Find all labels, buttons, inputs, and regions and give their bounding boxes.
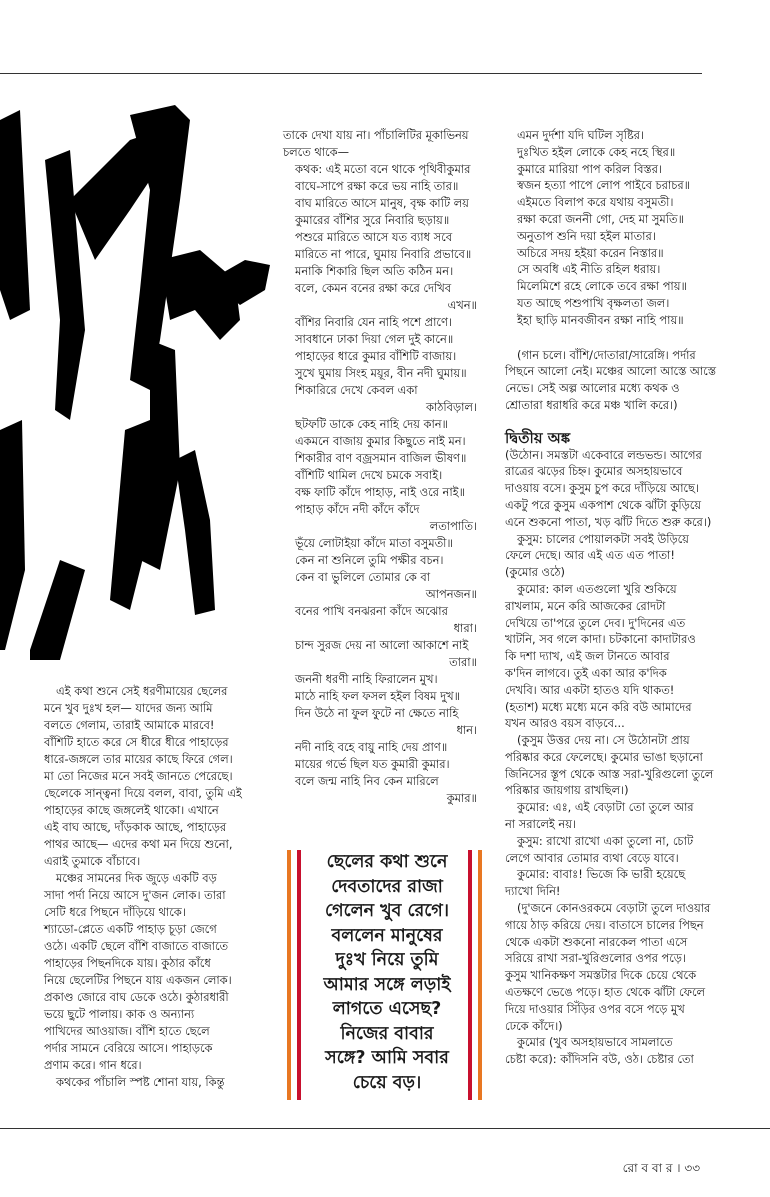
mid-line: মাঠে নাহি ফল ফসল হইল বিষম দুখ॥ bbox=[295, 689, 461, 703]
left-line: পর্দার সামনে বেরিয়ে আসে। পাহাড়কে bbox=[44, 1041, 213, 1055]
mid-line-right: এখন॥ bbox=[447, 298, 477, 312]
right-line: খাটনি, সব গলে কাদা। চটকানো কাদাটারও bbox=[505, 632, 696, 647]
mid-line: চান্দ সুরজ দেয় না আলো আকাশে নাই bbox=[295, 638, 469, 652]
right-line: চেষ্টা করে): কাঁদিসনি বউ, ওঠ। চেষ্টার তো bbox=[505, 1052, 694, 1067]
right-line: অনুতাপ শুনি দয়া হইল মাতার। bbox=[517, 228, 656, 243]
right-line: (কুসুম উত্তর দেয় না। সে উঠোনটা প্রায় bbox=[517, 733, 690, 748]
quote-line: বললেন মানুষের bbox=[331, 925, 443, 946]
left-line: ভয়ে ছুটে পালায়। কাক ও অন্যান্য bbox=[44, 1007, 195, 1021]
left-line: শ্যাডো-প্লেতে একটি পাহাড় চূড়া জেগে bbox=[44, 922, 217, 936]
right-line: জিনিসের স্তূপ থেকে আস্ত সরা-খুরিগুলো তুলে bbox=[505, 766, 714, 781]
mid-line-right: ধান। bbox=[456, 723, 477, 737]
mid-line: ভূঁয়ে লোটাইয়া কাঁদে মাতা বসুমতী॥ bbox=[295, 536, 453, 550]
right-line: যত আছে পশুপাখি বৃক্ষলতা জল। bbox=[517, 295, 670, 310]
mid-line: ছটফটি ডাকে কেহ নাহি দেয় কান॥ bbox=[295, 417, 448, 431]
right-line: লেগে আবার তোমার ব্যথা বেড়ে যাবে। bbox=[505, 850, 679, 865]
quote-line: দেবতাদের রাজা bbox=[331, 876, 443, 897]
mid-line: একমনে বাজায় কুমার কিছুতে নাই মন। bbox=[295, 434, 466, 448]
mid-line: জননী ধরণী নাহি ফিরালেন মুখ। bbox=[295, 672, 438, 686]
quote-bar-right-orange bbox=[478, 850, 482, 1100]
mid-line-right: লতাপাতি। bbox=[429, 519, 477, 533]
mid-line: পাহাড়ের ধারে কুমার বাঁশিটি বাজায়। bbox=[295, 349, 457, 363]
left-line: এই বাঘ আছে, দাঁড়কাক আছে, পাহাড়ের bbox=[44, 820, 227, 834]
mid-line: বলে, কেমন বনের রক্ষা করে দেখিব bbox=[295, 281, 452, 295]
mid-line: বাঁশির নিবারি যেন নাহি পশে প্রাণে। bbox=[295, 315, 452, 329]
right-line: দেখবি। আর একটা হাতও যদি থাকত! bbox=[505, 682, 675, 697]
mid-line-right: তারা॥ bbox=[449, 655, 477, 669]
mid-line: শিকারীর বাণ বজ্রসমান বাজিল ভীষণ॥ bbox=[295, 451, 467, 465]
left-line: বাঁশিটি হাতে করে সে ধীরে ধীরে পাহাড়ের bbox=[44, 735, 229, 749]
right-line: রাত্রের ঝড়ের চিহ্ন। কুমোর অসহায়ভাবে bbox=[505, 464, 683, 479]
mid-line: তাকে দেখা যায় না। পাঁচালিটির মূকাভিনয় bbox=[283, 128, 469, 142]
mid-line: সাবধানে ঢাকা দিয়া গেল দুই কানে॥ bbox=[295, 332, 454, 346]
left-line: ধারে-জঙ্গলে তার মায়ের কাছে ফিরে গেল। bbox=[44, 752, 233, 766]
left-line: ওঠে। একটি ছেলে বাঁশি বাজাতে বাজাতে bbox=[44, 939, 229, 953]
mid-line: শিকারিরে দেখে কেবল একা bbox=[295, 383, 418, 397]
left-line: মনে খুব দুঃখ হল— যাদের জন্য আমি bbox=[44, 701, 213, 715]
right-line: (গান চলে। বাঁশি/দোতারা/সারেঙ্গি। পর্দার bbox=[517, 347, 696, 362]
right-line: না সরালেই নয়। bbox=[505, 817, 577, 832]
mid-line: বনের পাখি বনঝরনা কাঁদে অঝোর bbox=[295, 604, 448, 618]
mid-line: পশুরে মারিতে আসে যত ব্যাধ সবে bbox=[295, 230, 453, 244]
left-line: মঞ্চের সামনের দিক জুড়ে একটি বড় bbox=[56, 871, 217, 885]
left-line: প্রকাণ্ড জোরে বাঘ ডেকে ওঠে। কুঠারধারী bbox=[44, 990, 229, 1004]
quote-line: চেয়ে বড়। bbox=[352, 1072, 422, 1093]
left-line: এই কথা শুনে সেই ধরণীমায়ের ছেলের bbox=[56, 684, 228, 698]
mid-line-right: কুমার॥ bbox=[446, 791, 477, 805]
right-line: কুমোর: বাবাঃ! ভিজে কি ভারী হয়েছে bbox=[517, 867, 686, 882]
left-line: পাহাড়ের কাছে জঙ্গলেই থাকো। এখানে bbox=[44, 803, 219, 817]
right-line: সরিয়ে রাখা সরা-খুরিগুলোর ওপর পড়ে। bbox=[505, 951, 687, 966]
mid-line: কুমারের বাঁশির সুরে নিবারি ছড়ায়॥ bbox=[295, 213, 450, 227]
quote-bar-left-red bbox=[297, 850, 301, 1100]
right-line: দিয়ে দাওয়ার সিঁড়ির ওপর বসে পড়ে মুখ bbox=[505, 1001, 685, 1016]
right-line: কুসুম খানিকক্ষণ সমস্তটার দিকে চেয়ে থেকে bbox=[505, 968, 697, 983]
mid-line: মারিতে না পারে, ঘুমায় নিবারি প্রভাবে॥ bbox=[295, 247, 472, 261]
right-line: (হতাশ) মধ্যে মধ্যে মনে করি বউ আমাদের bbox=[505, 699, 692, 714]
right-line: দাওয়ায় বসে। কুসুম চুপ করে দাঁড়িয়ে আছে। bbox=[505, 481, 699, 496]
mid-line: কথক: এই মতো বনে থাকে পৃথিবীকুমার bbox=[295, 162, 471, 176]
right-line: এমন দুর্দশা যদি ঘটিল সৃষ্টির। bbox=[517, 128, 645, 142]
mid-line: বাঁশিটি থামিল দেখে চমকে সবাই। bbox=[295, 468, 443, 482]
right-line: কুমোর: কাল এতগুলো খুরি শুকিয়ে bbox=[517, 581, 677, 596]
mid-line: পাহাড় কাঁদে নদী কাঁদে কাঁদে bbox=[295, 502, 420, 516]
right-line: (কুমোর ওঠে) bbox=[505, 565, 565, 580]
left-line: কথকের পাঁচালি স্পষ্ট শোনা যায়, কিন্তু bbox=[56, 1075, 225, 1089]
right-line: একটু পরে কুসুম একপাশ থেকে ঝাঁটা কুড়িয়ে bbox=[505, 497, 701, 512]
right-line: দেখিয়ে তা'পরে তুলে দেব। দু'দিনের এত bbox=[505, 615, 686, 630]
quote-bar-left-orange bbox=[287, 850, 291, 1100]
right-line: (উঠোন। সমস্তটা একেবারে লন্ডভন্ড। আগের bbox=[505, 447, 702, 462]
quote-line: গেলেন খুব রেগে। bbox=[325, 901, 449, 921]
mid-line: সুখে ঘুমায় সিংহ ময়ূর, বীন নদী ঘুমায়॥ bbox=[295, 366, 467, 380]
ink-figure-artwork bbox=[0, 90, 270, 660]
right-line: নেভে। সেই অল্প আলোর মধ্যে কথক ও bbox=[505, 381, 680, 396]
quote-line: লাগতে এসেছ? bbox=[332, 999, 442, 1019]
right-line: রাখলাম, মনে করি আজকের রোদটা bbox=[505, 598, 666, 613]
mid-line-right: কাঠবিড়াল। bbox=[426, 400, 477, 414]
mid-line-right: আপনজন॥ bbox=[425, 587, 477, 601]
right-line: অচিরে সদয় হইয়া করেন নিস্তার॥ bbox=[517, 245, 664, 260]
right-line: কুসুম: চালের পোয়ালকটা সবই উড়িয়ে bbox=[517, 531, 689, 546]
quote-line: ছেলের কথা শুনে bbox=[326, 852, 448, 872]
top-rule bbox=[0, 73, 702, 74]
right-line: পিছনে আলো নেই। মঞ্চের আলো আস্তে আস্তে bbox=[505, 364, 716, 379]
mid-line: কেন না শুনিলে তুমি পক্ষীর বচন। bbox=[295, 553, 444, 567]
right-line: ফেলে দেছে। আর এই এত এত পাতা! bbox=[505, 548, 675, 563]
right-line: কুমোর (খুব অসহায়ভাবে সামলাতে bbox=[517, 1035, 673, 1050]
act-heading: দ্বিতীয় অঙ্ক bbox=[505, 428, 571, 447]
left-line: এরাই তুমাকে বাঁচাবে। bbox=[44, 854, 141, 868]
right-line: পরিষ্কার করে ফেলেছে। কুমোর ভাঙা ছড়ানো bbox=[505, 749, 703, 764]
left-line: পাহাড়ের পিছনদিকে যায়। কুঠার কাঁধে bbox=[44, 956, 211, 970]
mid-line: মনাকি শিকারি ছিল অতি কঠিন মন। bbox=[295, 264, 454, 278]
right-line: সে অবধি এই নীতি রহিল ধরায়। bbox=[517, 262, 661, 277]
right-line: দুঃখিত হইল লোকে কেহ নহে স্থির॥ bbox=[517, 144, 676, 159]
right-line: এতক্ষণে ভেঙে পড়ে। হাত থেকে ঝাঁটা ফেলে bbox=[505, 985, 706, 1000]
left-line: পাখিদের আওয়াজ। বাঁশি হাতে ছেলে bbox=[44, 1024, 210, 1038]
right-line: থেকে একটা শুকনো নারকেল পাতা এসে bbox=[505, 934, 688, 949]
left-line: বলতে গেলাম, তারাই আমাকে মারবে! bbox=[44, 718, 215, 732]
right-line: রক্ষা করো জননী গো, দেহ মা সুমতি॥ bbox=[517, 211, 685, 226]
quote-line: আমার সঙ্গে লড়াই bbox=[323, 974, 451, 995]
left-line: মা তো নিজের মনে সবই জানতে পেরেছে। bbox=[44, 769, 233, 783]
mid-line: নদী নাহি বহে বায়ু নাহি দেয় প্রাণ॥ bbox=[295, 740, 448, 754]
bottom-rule bbox=[0, 1128, 770, 1129]
mid-line: দিন উঠে না ফুল ফুটে না ক্ষেতে নাহি bbox=[295, 706, 459, 720]
left-line: ছেলেকে সান্ত্বনা দিয়ে বলল, বাবা, তুমি এই bbox=[44, 786, 242, 800]
left-column bbox=[44, 683, 242, 1091]
left-line: সেটি ধরে পিছনে দাঁড়িয়ে থাকে। bbox=[44, 905, 186, 919]
mid-line: চলতে থাকে— bbox=[283, 145, 349, 159]
right-line: দ্যাখো দিনি! bbox=[505, 884, 561, 899]
right-line: এনে শুকনো পাতা, খড় ঝাঁট দিতে শুরু করে।) bbox=[505, 514, 712, 529]
right-line: পরিষ্কার জায়গায় রাখছিল।) bbox=[505, 783, 629, 798]
page-footer: রো ব বা র । ৩৩ bbox=[622, 1161, 700, 1175]
right-line: ইহা ছাড়ি মানবজীবন রক্ষা নাহি পায়॥ bbox=[517, 312, 684, 327]
left-line: প্রণাম করে। গান ধরে। bbox=[44, 1058, 142, 1072]
left-line: সাদা পর্দা নিয়ে আসে দু'জন লোক। তারা bbox=[44, 888, 226, 902]
mid-line: কেন বা ভুলিলে তোমার কে বা bbox=[295, 570, 431, 584]
right-line: গায়ে ঠাড় করিয়ে দেয়। বাতাসে চালের পিছন bbox=[505, 917, 704, 932]
mid-line: বক্ষ ফাটি কাঁদে পাহাড়, নাই ওরে নাই॥ bbox=[295, 485, 466, 499]
right-line: কুমোর: এঃ, এই বেড়াটা তো তুলে আর bbox=[517, 800, 694, 815]
right-line: মিলেমিশে রহে লোকে তবে রক্ষা পায়॥ bbox=[517, 279, 687, 294]
quote-line: দুঃখ নিয়ে তুমি bbox=[335, 950, 439, 970]
right-line: যখন আরও বয়স বাড়বে... bbox=[505, 716, 625, 731]
quote-line: সঙ্গে? আমি সবার bbox=[325, 1048, 449, 1068]
middle-column bbox=[283, 127, 483, 807]
right-line: স্বজন হত্যা পাপে লোপ পাইবে চরাচর॥ bbox=[517, 178, 691, 193]
mid-line: বাঘে-সাপে রক্ষা করে ভয় নাহি তার॥ bbox=[295, 179, 459, 193]
quote-bar-right-red bbox=[468, 850, 472, 1100]
right-line: ঢেকে কাঁদে।) bbox=[505, 1018, 563, 1033]
left-line: নিয়ে ছেলেটির পিছনে যায় একজন লোক। bbox=[44, 973, 232, 987]
right-line: (দু'জনে কোনওরকমে বেড়াটা তুলে দাওয়ার bbox=[517, 901, 711, 916]
right-line: কুসুম: রাখো রাখো একা তুলো না, চোট bbox=[517, 833, 694, 848]
mid-line: বাঘ মারিতে আসে মানুষ, বৃক্ষ কাটি লয় bbox=[295, 196, 469, 210]
quote-line: নিজের বাবার bbox=[340, 1023, 434, 1044]
mid-line: বলে জন্ম নাহি নিব কেন মারিলে bbox=[295, 774, 439, 788]
right-line: কি দশা দ্যাখ, এই জল টানতে আবার bbox=[505, 649, 670, 664]
left-line: পাথর আছে— এদের কথা মন দিয়ে শুনো, bbox=[44, 837, 233, 851]
right-line: শ্রোতারা ধরাধরি করে মঞ্চ খালি করে।) bbox=[505, 397, 678, 412]
mid-line: মায়ের গর্ভে ছিল যত কুমারী কুমার। bbox=[295, 757, 450, 771]
right-column bbox=[505, 127, 716, 1068]
right-line: কুমারে মারিয়া পাপ করিল বিস্তর। bbox=[517, 161, 662, 176]
mid-line-right: ধারা। bbox=[453, 621, 477, 635]
right-line: ক'দিন লাগবে। তুই একা আর ক'দিক bbox=[505, 665, 667, 680]
pull-quote bbox=[312, 850, 462, 1095]
right-line: এইমতে বিলাপ করে যথায় বসুমতী। bbox=[517, 195, 674, 210]
